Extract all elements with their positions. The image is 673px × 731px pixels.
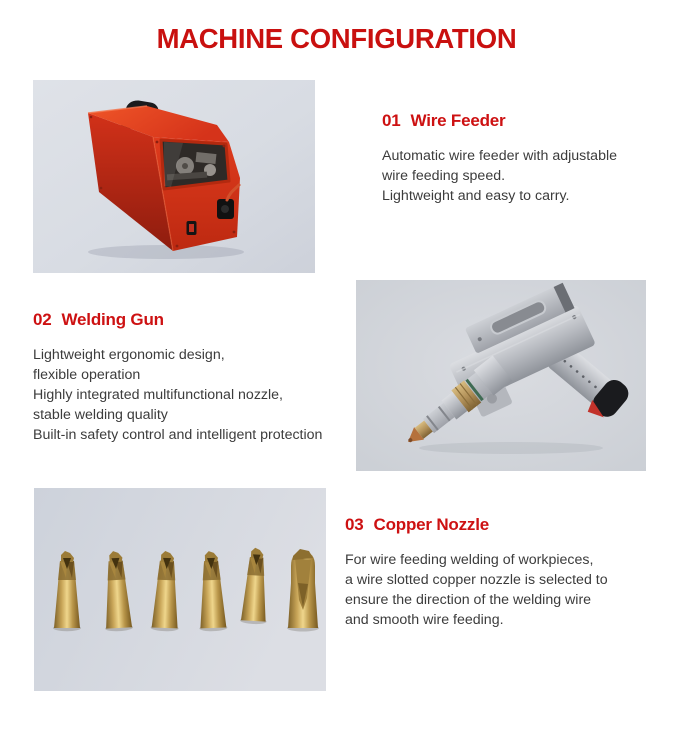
section-heading [33, 310, 363, 330]
section-welding-gun [33, 310, 363, 445]
section-wire-feeder [382, 111, 662, 206]
copper-nozzle-illustration [34, 488, 326, 691]
body-line: flexible operation [33, 367, 141, 383]
body-line: Automatic wire feeder with adjustable [382, 148, 618, 164]
section-heading [345, 515, 660, 535]
section-title: Wire Feeder [410, 111, 506, 130]
body-line: Lightweight ergonomic design, [33, 347, 225, 363]
page-title: MACHINE CONFIGURATION [156, 23, 517, 54]
welding-gun-illustration [356, 280, 646, 471]
section-body [345, 550, 660, 630]
wire-feeder-illustration [33, 80, 315, 273]
welding-gun-photo [356, 280, 646, 471]
body-line: and smooth wire feeding. [345, 612, 504, 628]
section-title: Welding Gun [61, 310, 164, 329]
body-line: ensure the direction of the welding wire [345, 592, 592, 608]
body-line: stable welding quality [33, 407, 168, 423]
section-number: 03 [345, 515, 364, 534]
body-line: wire feeding speed. [382, 168, 506, 184]
section-title: Copper Nozzle [373, 515, 489, 534]
body-line: For wire feeding welding of workpieces, [345, 552, 594, 568]
copper-nozzle-photo [34, 488, 326, 691]
section-number: 01 [382, 111, 401, 130]
body-line: Highly integrated multifunctional nozzle, [33, 387, 283, 403]
slotted-nozzle [287, 549, 319, 632]
body-line: Built-in safety control and intelligent protection [33, 427, 323, 443]
section-heading [382, 111, 662, 131]
section-copper-nozzle [345, 515, 660, 630]
body-line: a wire slotted copper nozzle is selected to [345, 572, 608, 588]
section-number: 02 [33, 310, 52, 329]
section-body [382, 146, 662, 206]
wire-feeder-photo [33, 80, 315, 273]
body-line: Lightweight and easy to carry. [382, 188, 570, 204]
section-body [33, 345, 363, 445]
